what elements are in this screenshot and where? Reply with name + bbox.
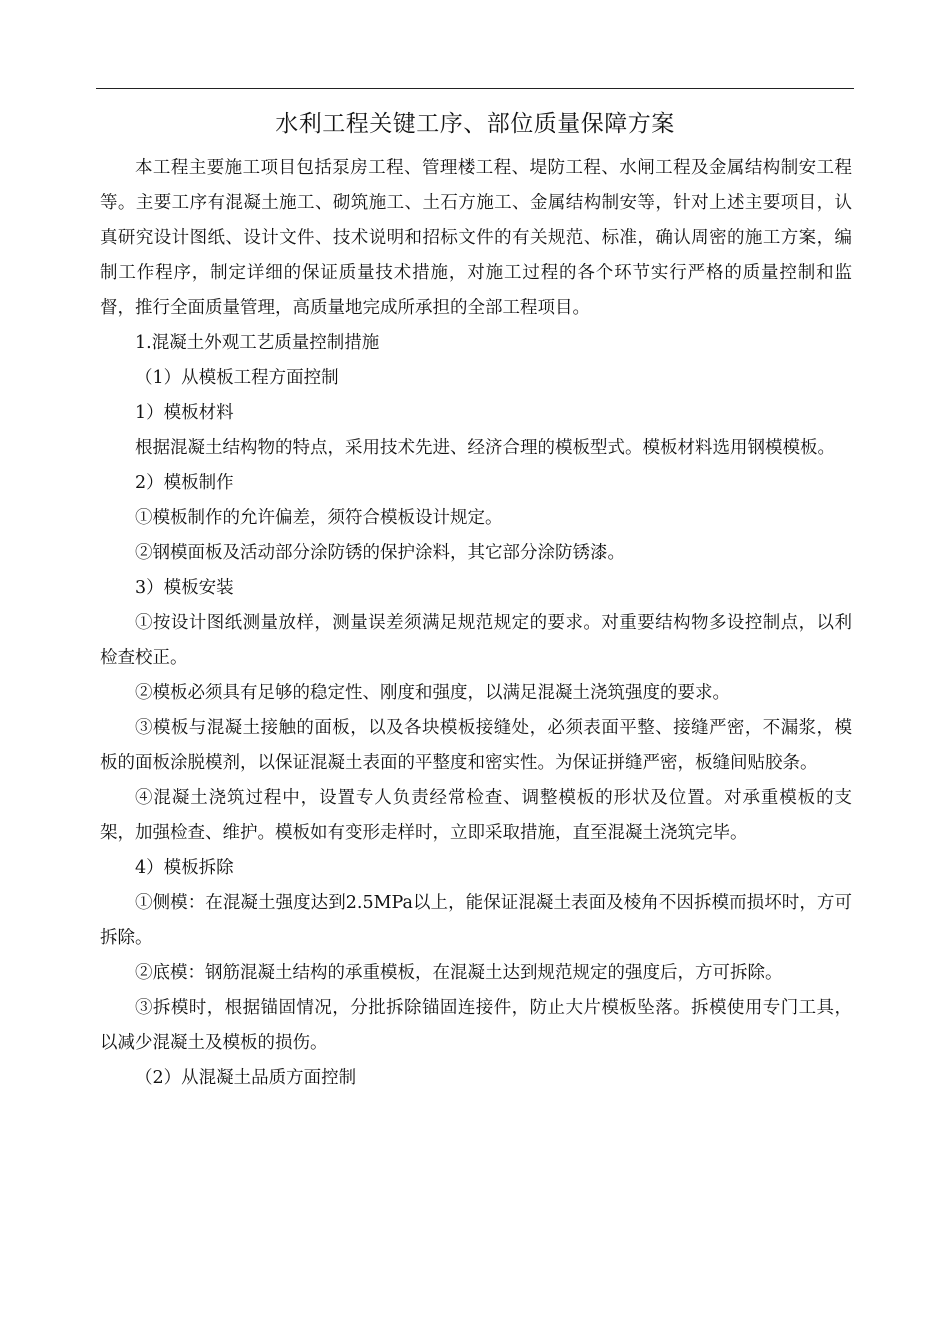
section-heading: 1.混凝土外观工艺质量控制措施 <box>135 333 380 353</box>
list-item: ③拆模时，根据锚固情况，分批拆除锚固连接件，防止大片模板坠落。拆模使用专门工具，以减少混凝土及模板的损伤。 <box>100 998 852 1053</box>
list-item: ②底模：钢筋混凝土结构的承重模板，在混凝土达到规范规定的强度后，方可拆除。 <box>135 963 783 983</box>
item-heading: 2）模板制作 <box>135 473 234 493</box>
list-item: ②模板必须具有足够的稳定性、刚度和强度，以满足混凝土浇筑强度的要求。 <box>135 683 730 703</box>
intro-paragraph: 本工程主要施工项目包括泵房工程、管理楼工程、堤防工程、水闸工程及金属结构制安工程等。主要工序有混凝土施工、砌筑施工、土石方施工、金属结构制安等，针对上述主要项目，认真研究设计图纸、设计文件、技术说明和招标文件的有关规范、标准，确认周密的施工方案，编制工作程序，制定详细的保证质量技术措施，对施工过程的各个环节实行严格的质量控制和监督，推行全面质量管理，高质量地完成所承担的全部工程项目。 <box>100 158 852 318</box>
document-title: 水利工程关键工序、部位质量保障方案 <box>275 111 675 137</box>
list-item: ①按设计图纸测量放样，测量误差须满足规范规定的要求。对重要结构物多设控制点，以利检查校正。 <box>100 613 852 668</box>
list-item: ④混凝土浇筑过程中，设置专人负责经常检查、调整模板的形状及位置。对承重模板的支架，加强检查、维护。模板如有变形走样时，立即采取措施，直至混凝土浇筑完毕。 <box>100 788 852 843</box>
list-item: ①侧模：在混凝土强度达到2.5MPa以上，能保证混凝土表面及棱角不因拆模而损坏时，方可拆除。 <box>100 893 852 948</box>
item-heading: 1）模板材料 <box>135 403 234 423</box>
item-heading: 4）模板拆除 <box>135 858 234 878</box>
subsection-heading: （2）从混凝土品质方面控制 <box>135 1068 357 1088</box>
item-heading: 3）模板安装 <box>135 578 234 598</box>
list-item: ①模板制作的允许偏差，须符合模板设计规定。 <box>135 508 503 528</box>
list-item: ③模板与混凝土接触的面板，以及各块模板接缝处，必须表面平整、接缝严密，不漏浆，模板的面板涂脱模剂，以保证混凝土表面的平整度和密实性。为保证拼缝严密，板缝间贴胶条。 <box>100 718 852 773</box>
body-paragraph: 根据混凝土结构物的特点，采用技术先进、经济合理的模板型式。模板材料选用钢模模板。 <box>135 438 835 458</box>
list-item: ②钢模面板及活动部分涂防锈的保护涂料，其它部分涂防锈漆。 <box>135 543 625 563</box>
header-rule <box>96 88 854 89</box>
subsection-heading: （1）从模板工程方面控制 <box>135 368 339 388</box>
document-body <box>100 151 852 1096</box>
